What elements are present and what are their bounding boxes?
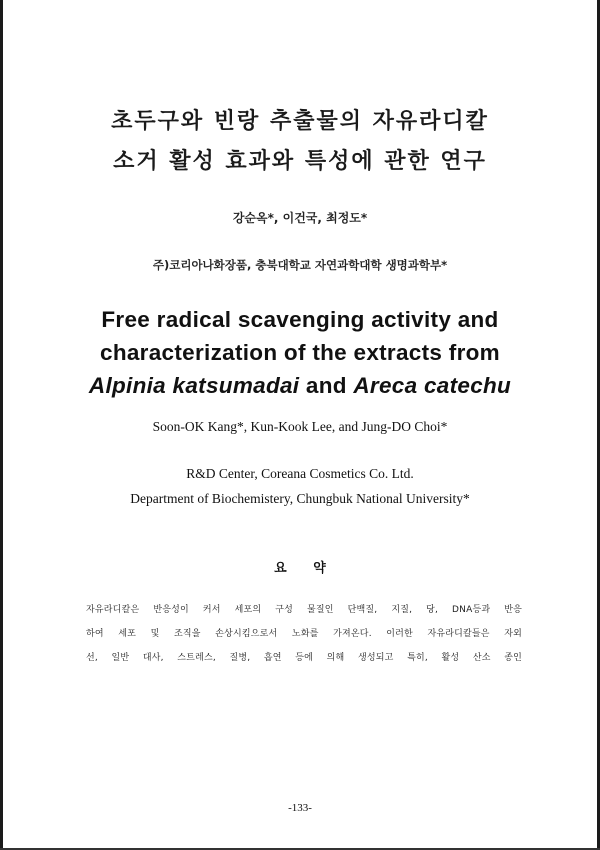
english-affiliation-2: Department of Biochemistery, Chungbuk National University*: [130, 491, 470, 506]
korean-affiliation: 주)코리아나화장품, 충북대학교 자연과학대학 생명과학부*: [152, 258, 448, 272]
korean-title-line-1: 초두구와 빈랑 추출물의 자유라디칼: [111, 109, 489, 134]
abstract-heading: 요 약: [274, 561, 326, 576]
english-title-line-1: Free radical scavenging activity and: [101, 307, 499, 332]
english-authors: Soon-OK Kang*, Kun-Kook Lee, and Jung-DO Choi*: [152, 419, 448, 434]
korean-title-line-2: 소거 활성 효과와 특성에 관한 연구: [113, 149, 487, 174]
english-title-line-3: [0, 373, 600, 399]
english-title-line-2: characterization of the extracts from: [100, 340, 500, 365]
english-affiliation-1: R&D Center, Coreana Cosmetics Co. Ltd.: [186, 466, 414, 481]
species-name-alpinia: Alpinia katsumadai: [88, 373, 300, 398]
species-name-areca: Areca catechu: [353, 373, 512, 398]
abstract-line: 선, 일반 대사, 스트레스, 질병, 흡연 등에 의해 생성되고 특히, 활성 산소 종인: [86, 653, 522, 663]
abstract-line: 자유라디칼은 반응성이 커서 세포의 구성 물질인 단백질, 지질, 당, DNA등과 반응: [86, 605, 522, 615]
abstract-line: 하여 세포 및 조직을 손상시킴으로서 노화를 가져온다. 이러한 자유라디칼들은 자외: [86, 629, 522, 639]
abstract-body: [86, 598, 522, 670]
page-number: -133-: [288, 802, 312, 814]
title-connector: and: [299, 373, 354, 398]
korean-authors: 강순옥*, 이건국, 최정도*: [232, 211, 368, 225]
